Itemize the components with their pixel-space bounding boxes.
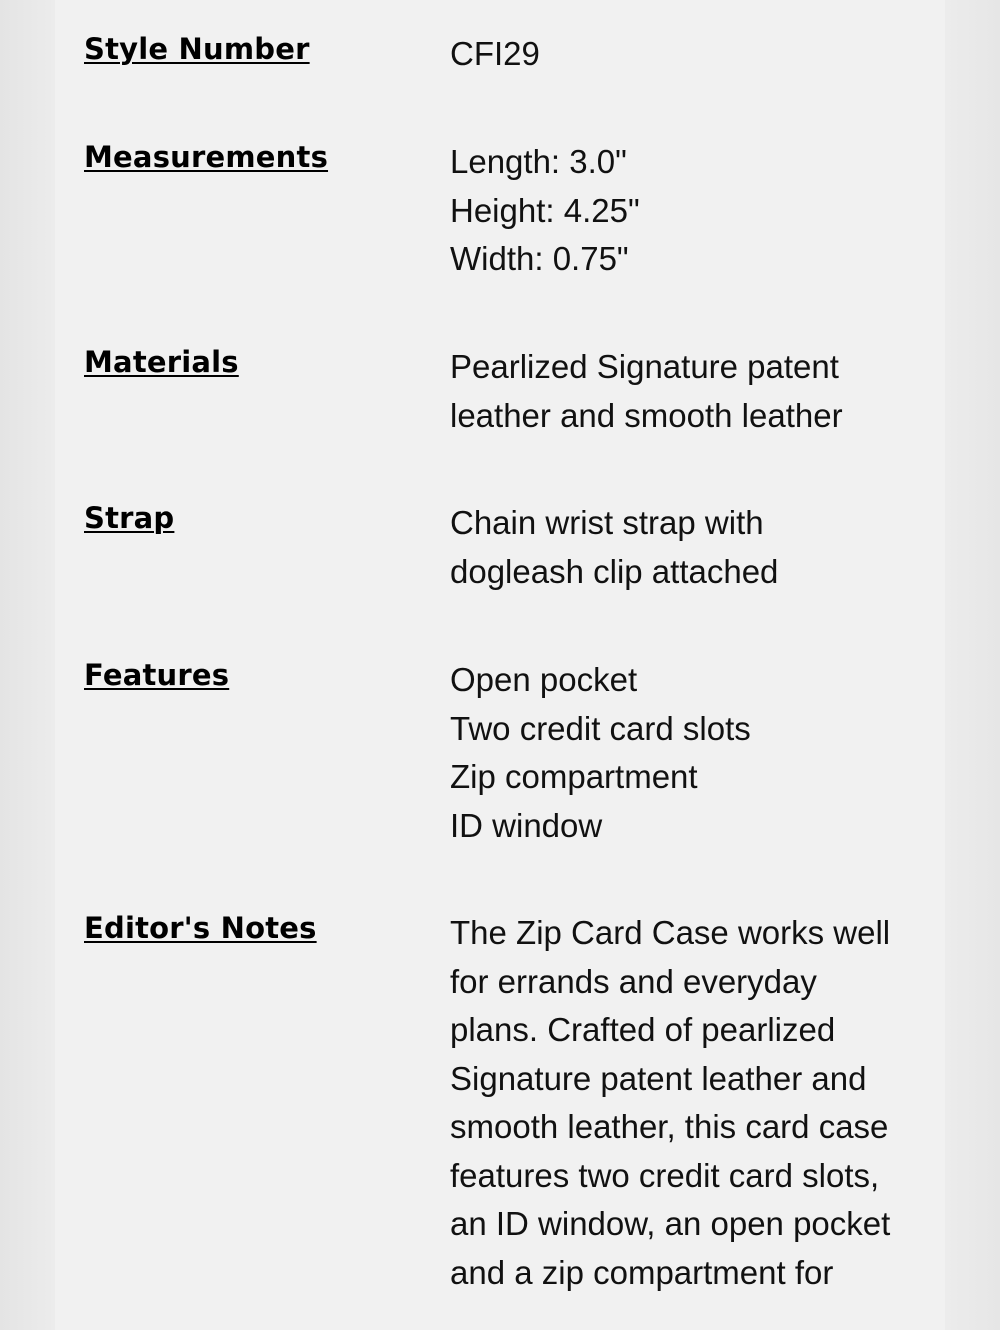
measurement-height: Height: 4.25" (450, 191, 640, 229)
features-list (450, 656, 920, 850)
strap-value: Chain wrist strap with dogleash clip attached (450, 504, 779, 590)
feature-credit-card-slots: Two credit card slots (450, 709, 751, 747)
left-gutter (0, 0, 55, 1330)
features-label: Features (84, 658, 230, 692)
materials-value: Pearlized Signature patent leather and smooth leather (450, 348, 843, 434)
feature-id-window: ID window (450, 806, 603, 844)
measurement-width: Width: 0.75" (450, 240, 629, 277)
style-number-value: CFI29 (450, 35, 540, 72)
right-gutter (945, 0, 1000, 1330)
feature-open-pocket: Open pocket (450, 661, 638, 698)
product-details-panel (55, 0, 945, 1330)
measurement-length: Length: 3.0" (450, 143, 627, 180)
editors-notes-label: Editor's Notes (84, 911, 317, 945)
measurements-list (450, 138, 920, 284)
strap-label: Strap (84, 501, 175, 535)
style-number-label: Style Number (84, 32, 310, 66)
editors-notes-text: The Zip Card Case works well for errands and everyday plans. Crafted of pearlized Signature patent leather and smooth leather, this card case features two credit card slots, an ID window, an open pocket and a zip compartment for (450, 914, 891, 1291)
materials-label: Materials (84, 345, 239, 379)
feature-zip-compartment: Zip compartment (450, 758, 698, 795)
measurements-label: Measurements (84, 140, 329, 174)
